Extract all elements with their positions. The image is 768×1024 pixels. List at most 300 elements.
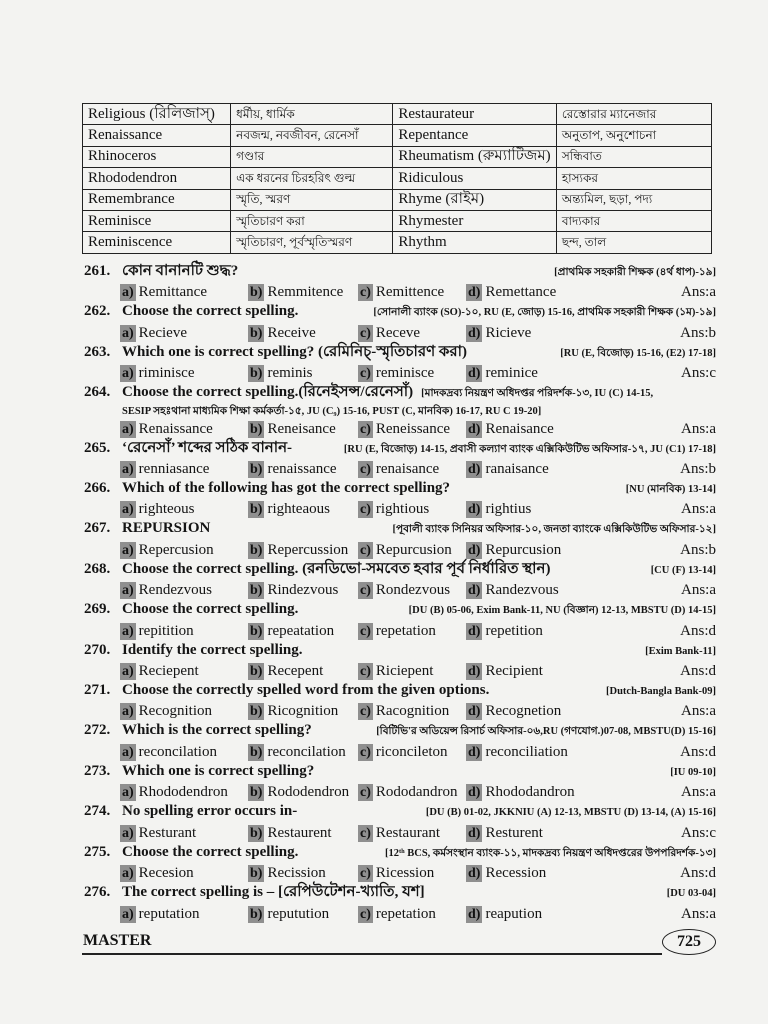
option-text: Ricieve: [485, 324, 532, 341]
question-source: [বিটিভি'র অডিয়েন্স রিসার্চ অফিসার-০৬,RU (গণযোগ.)07-08, MBSTU(D) 15-16]: [376, 726, 716, 738]
option-a: [120, 580, 248, 600]
option-key: a): [122, 462, 134, 478]
option-key: d): [468, 866, 481, 882]
question-item: [84, 762, 716, 802]
question-line: [84, 302, 716, 322]
vocab-word: Repentance: [393, 125, 557, 146]
option-key: d): [468, 906, 481, 922]
option-text: Rendezvous: [138, 582, 212, 599]
vocab-word: Rhyme (রাইম): [393, 189, 557, 210]
option-c: [358, 621, 466, 641]
option-text: Reneisance: [267, 420, 336, 437]
option-key: d): [468, 664, 481, 680]
option-b: [248, 419, 358, 439]
option-text: Restaurent: [267, 824, 332, 841]
question-item: [84, 479, 716, 519]
option-d: [466, 363, 652, 383]
option-key: d): [468, 583, 481, 599]
option-d: [466, 323, 652, 343]
option-text: riminisce: [138, 365, 195, 382]
option-key: d): [468, 462, 481, 478]
option-text: Recission: [267, 865, 326, 882]
option-key: c): [360, 542, 371, 558]
question-line: [84, 519, 716, 539]
option-text: renaissance: [267, 461, 337, 478]
answer-label: Ans:c: [681, 824, 716, 841]
option-text: Resturent: [485, 824, 543, 841]
options-row: [84, 363, 716, 383]
option-key: a): [122, 502, 134, 518]
answer-label: Ans:d: [680, 865, 716, 882]
option-key: b): [250, 704, 263, 720]
question-line: [84, 762, 716, 782]
question-text: The correct spelling is – [রেপিউটেশন-খ্যাতি, যশ]: [122, 884, 425, 901]
question-text: Which one is correct spelling? (রেমিনিচ্-স্মৃতিচারণ করা): [122, 343, 467, 360]
option-a: [120, 701, 248, 721]
option-b: [248, 499, 358, 519]
option-text: renaisance: [375, 461, 440, 478]
option-text: repetation: [375, 905, 436, 922]
option-c: [358, 701, 466, 721]
answer-label: Ans:a: [681, 905, 716, 922]
vocab-meaning: স্মৃতি, স্মরণ: [231, 189, 393, 210]
option-text: Repercusion: [138, 541, 214, 558]
question-item: [84, 560, 716, 600]
option-d: [466, 499, 652, 519]
option-key: b): [250, 744, 263, 760]
vocab-meaning: নবজন্ম, নবজীবন, রেনেসাঁ: [231, 125, 393, 146]
answer-label: Ans:a: [681, 784, 716, 801]
option-text: repeatation: [267, 622, 335, 639]
question-number: 275.: [84, 843, 111, 860]
question-list: [84, 262, 716, 924]
option-key: d): [468, 285, 481, 301]
option-a: [120, 621, 248, 641]
vocab-meaning: গণ্ডার: [231, 146, 393, 167]
option-text: Recepent: [267, 663, 324, 680]
vocab-word: Reminisce: [83, 210, 231, 231]
question-source: [Exim Bank-11]: [645, 645, 716, 657]
option-text: reconciliation: [485, 743, 568, 760]
question-source: [IU 09-10]: [670, 766, 716, 778]
options-row: [84, 701, 716, 721]
option-key: a): [122, 285, 134, 301]
question-item: [84, 843, 716, 883]
options-row: [84, 580, 716, 600]
options-row: [84, 742, 716, 762]
option-text: Rondezvous: [375, 582, 451, 599]
options-row: [84, 282, 716, 302]
option-c: [358, 904, 466, 924]
vocab-meaning: ধর্মীয়, ধার্মিক: [231, 104, 393, 125]
question-line: [84, 843, 716, 863]
option-d: [466, 282, 652, 302]
option-key: d): [468, 744, 481, 760]
option-key: c): [360, 744, 371, 760]
question-number: 274.: [84, 803, 111, 820]
vocab-word: Rhymester: [393, 210, 557, 231]
question-item: [84, 343, 716, 383]
option-a: [120, 499, 248, 519]
option-key: b): [250, 866, 263, 882]
option-text: reputution: [267, 905, 330, 922]
question-number: 265.: [84, 439, 111, 456]
question-text: Choose the correct spelling.(রিনেইসন্স/রেনেসাঁ): [122, 384, 414, 401]
question-source: [12ᵗʰ BCS, কর্মসংস্থান ব্যাংক-১১, মাদকদ্রব্য নিয়ন্ত্রণ অধিদপ্তরের উপপরিদর্শক-১৩]: [384, 847, 716, 859]
option-b: [248, 540, 358, 560]
option-c: [358, 661, 466, 681]
option-d: [466, 701, 652, 721]
question-item: [84, 262, 716, 302]
vocab-word: Rhinoceros: [83, 146, 231, 167]
option-text: Racognition: [375, 703, 450, 720]
option-a: [120, 823, 248, 843]
option-d: [466, 540, 652, 560]
option-a: [120, 459, 248, 479]
option-b: [248, 904, 358, 924]
option-c: [358, 459, 466, 479]
question-text: Which of the following has got the correct spelling?: [122, 480, 451, 497]
option-key: a): [122, 583, 134, 599]
options-row: [84, 863, 716, 883]
option-text: reminisce: [375, 365, 435, 382]
option-d: [466, 904, 652, 924]
option-key: c): [360, 366, 371, 382]
vocab-row: [83, 104, 712, 125]
option-key: d): [468, 325, 481, 341]
options-row: [84, 621, 716, 641]
option-key: a): [122, 366, 134, 382]
option-text: repetation: [375, 622, 436, 639]
vocab-row: [83, 168, 712, 189]
question-number: 268.: [84, 560, 111, 577]
option-text: Recipient: [485, 663, 543, 680]
question-number: 272.: [84, 722, 111, 739]
option-key: c): [360, 583, 371, 599]
option-c: [358, 282, 466, 302]
option-a: [120, 363, 248, 383]
footer-rule: [82, 953, 662, 955]
question-source: [DU (B) 01-02, JKKNIU (A) 12-13, MBSTU (D) 13-14, (A) 15-16]: [425, 807, 716, 819]
option-c: [358, 323, 466, 343]
option-text: reconcilation: [267, 743, 346, 760]
option-text: Reciepent: [138, 663, 199, 680]
options-row: [84, 904, 716, 924]
question-item: [84, 883, 716, 923]
option-key: a): [122, 623, 134, 639]
vocab-row: [83, 232, 712, 253]
question-item: [84, 383, 716, 438]
vocab-meaning: ছন্দ, তাল: [556, 232, 711, 253]
option-key: d): [468, 704, 481, 720]
question-text: Which is the correct spelling?: [122, 722, 312, 739]
option-text: Repurcusion: [485, 541, 562, 558]
option-text: Remmitence: [267, 284, 344, 301]
question-line: [84, 802, 716, 822]
question-number: 267.: [84, 520, 111, 537]
option-d: [466, 621, 652, 641]
option-d: [466, 661, 652, 681]
question-text: Choose the correct spelling.: [122, 601, 299, 618]
option-key: c): [360, 866, 371, 882]
option-b: [248, 661, 358, 681]
option-text: riconcileton: [375, 743, 448, 760]
page-number: 725: [662, 929, 716, 955]
option-key: b): [250, 325, 263, 341]
option-key: c): [360, 421, 371, 437]
question-line: [84, 681, 716, 701]
vocab-word: Remembrance: [83, 189, 231, 210]
option-text: Recognition: [138, 703, 212, 720]
question-source-continued: SESIP সহঃথানা মাধ্যমিক শিক্ষা কর্মকর্তা-১৫, JU (C₉) 15-16, PUST (C, মানবিক) 16-17, RU C 19-20]: [122, 405, 542, 417]
option-d: [466, 580, 652, 600]
question-item: [84, 641, 716, 681]
question-text: REPURSION: [122, 520, 211, 537]
option-key: b): [250, 623, 263, 639]
vocab-word: Restaurateur: [393, 104, 557, 125]
option-d: [466, 782, 652, 802]
question-source: [NU (মানবিক) 13-14]: [625, 484, 716, 496]
question-source: [RU (E, বিজোড়) 15-16, (E2) 17-18]: [560, 347, 716, 359]
answer-label: Ans:d: [680, 743, 716, 760]
option-text: Ricognition: [267, 703, 339, 720]
options-row: [84, 459, 716, 479]
option-d: [466, 419, 652, 439]
answer-label: Ans:d: [680, 663, 716, 680]
option-key: a): [122, 906, 134, 922]
question-number: 270.: [84, 641, 111, 658]
option-text: Remettance: [485, 284, 557, 301]
option-key: a): [122, 542, 134, 558]
question-text: Choose the correct spelling.: [122, 843, 299, 860]
options-row: [84, 823, 716, 843]
option-key: b): [250, 664, 263, 680]
option-key: b): [250, 583, 263, 599]
option-a: [120, 742, 248, 762]
question-source: [DU 03-04]: [666, 888, 716, 900]
question-number: 263.: [84, 343, 111, 360]
question-number: 276.: [84, 884, 111, 901]
option-text: rightious: [375, 501, 430, 518]
option-text: Renaisance: [485, 420, 554, 437]
option-key: c): [360, 664, 371, 680]
vocab-row: [83, 189, 712, 210]
option-b: [248, 621, 358, 641]
question-text: No spelling error occurs in-: [122, 803, 298, 820]
question-number: 262.: [84, 303, 111, 320]
vocab-meaning: অন্ত্যমিল, ছড়া, পদ্য: [556, 189, 711, 210]
vocab-meaning: স্মৃতিচারণ, পূর্বস্মৃতিস্মরণ: [231, 232, 393, 253]
option-a: [120, 282, 248, 302]
vocab-word: Religious (রিলিজাস্): [83, 104, 231, 125]
option-c: [358, 363, 466, 383]
question-text: Identify the correct spelling.: [122, 641, 303, 658]
option-text: Recieve: [138, 324, 187, 341]
option-text: Rododandron: [375, 784, 458, 801]
option-key: b): [250, 785, 263, 801]
option-text: Recession: [485, 865, 547, 882]
option-c: [358, 580, 466, 600]
question-item: [84, 302, 716, 342]
vocab-meaning: বাদ্যকার: [556, 210, 711, 231]
option-b: [248, 282, 358, 302]
option-text: ranaisance: [485, 461, 549, 478]
option-key: a): [122, 325, 134, 341]
option-text: Rododendron: [267, 784, 350, 801]
option-b: [248, 823, 358, 843]
option-text: Randezvous: [485, 582, 559, 599]
options-row: [84, 540, 716, 560]
option-key: d): [468, 623, 481, 639]
option-key: c): [360, 502, 371, 518]
question-number: 266.: [84, 480, 111, 497]
answer-label: Ans:a: [681, 582, 716, 599]
option-key: a): [122, 785, 134, 801]
option-text: Rindezvous: [267, 582, 339, 599]
option-key: c): [360, 462, 371, 478]
option-c: [358, 499, 466, 519]
option-text: righteous: [138, 501, 195, 518]
question-text: কোন বানানটি শুদ্ধ?: [122, 263, 239, 279]
option-text: Receive: [267, 324, 316, 341]
vocab-meaning: স্মৃতিচারণ করা: [231, 210, 393, 231]
option-text: reminis: [267, 365, 313, 382]
vocab-meaning: রেস্তোরার ম্যানেজার: [556, 104, 711, 125]
option-a: [120, 863, 248, 883]
question-number: 264.: [84, 384, 111, 401]
question-line: [84, 883, 716, 903]
option-text: reminice: [485, 365, 538, 382]
vocab-word: Rheumatism (রুম্যাটিজম): [393, 146, 557, 167]
answer-label: Ans:a: [681, 501, 716, 518]
question-line: [84, 560, 716, 580]
vocab-word: Rhododendron: [83, 168, 231, 189]
question-number: 269.: [84, 601, 111, 618]
question-number: 273.: [84, 762, 111, 779]
option-key: d): [468, 421, 481, 437]
vocab-meaning: অনুতাপ, অনুশোচনা: [556, 125, 711, 146]
option-c: [358, 823, 466, 843]
option-key: b): [250, 502, 263, 518]
options-row: [84, 323, 716, 343]
option-key: d): [468, 502, 481, 518]
option-key: a): [122, 744, 134, 760]
option-key: d): [468, 542, 481, 558]
option-text: Repercussion: [267, 541, 349, 558]
option-key: b): [250, 825, 263, 841]
option-key: c): [360, 325, 371, 341]
vocab-row: [83, 146, 712, 167]
vocab-row: [83, 210, 712, 231]
question-line: [84, 641, 716, 661]
question-item: [84, 681, 716, 721]
question-text: Choose the correctly spelled word from the given options.: [122, 682, 490, 699]
option-d: [466, 742, 652, 762]
question-line: [84, 721, 716, 741]
option-text: reputation: [138, 905, 200, 922]
option-text: Rhododendron: [138, 784, 228, 801]
question-source: [DU (B) 05-06, Exim Bank-11, NU (বিজ্ঞান) 12-13, MBSTU (D) 14-15]: [408, 605, 716, 617]
answer-label: Ans:b: [680, 541, 716, 558]
question-line: [84, 600, 716, 620]
option-key: c): [360, 825, 371, 841]
question-line: [84, 262, 716, 282]
footer-label: MASTER: [83, 932, 152, 949]
question-item: [84, 519, 716, 559]
option-text: Riciepent: [375, 663, 434, 680]
option-text: Rhododandron: [485, 784, 575, 801]
option-d: [466, 459, 652, 479]
option-text: reapution: [485, 905, 543, 922]
vocab-meaning: হাস্যকর: [556, 168, 711, 189]
options-row: [84, 419, 716, 439]
vocab-meaning: সন্ধিবাত: [556, 146, 711, 167]
option-key: c): [360, 785, 371, 801]
question-source: [Dutch-Bangla Bank-09]: [606, 686, 716, 698]
option-c: [358, 863, 466, 883]
option-text: Repurcusion: [375, 541, 452, 558]
option-d: [466, 823, 652, 843]
vocab-word: Rhythm: [393, 232, 557, 253]
question-source: [প্রাথমিক সহকারী শিক্ষক (৪র্থ ধাপ)-১৯]: [554, 267, 716, 278]
option-c: [358, 782, 466, 802]
option-key: d): [468, 366, 481, 382]
option-key: c): [360, 285, 371, 301]
option-key: b): [250, 421, 263, 437]
question-source: [RU (E, বিজোড়) 14-15, প্রবাসী কল্যাণ ব্যাংক এক্সিকিউটিভ অফিসার-১৭, JU (C1) 17-18]: [343, 443, 716, 455]
option-key: b): [250, 366, 263, 382]
question-number: 271.: [84, 682, 111, 699]
question-line: [84, 479, 716, 499]
option-key: a): [122, 421, 134, 437]
option-a: [120, 661, 248, 681]
option-key: d): [468, 825, 481, 841]
answer-label: Ans:a: [681, 703, 716, 720]
option-key: c): [360, 704, 371, 720]
option-key: a): [122, 825, 134, 841]
question-item: [84, 439, 716, 479]
option-d: [466, 863, 652, 883]
option-key: a): [122, 866, 134, 882]
option-a: [120, 782, 248, 802]
option-b: [248, 701, 358, 721]
question-line: [84, 343, 716, 363]
option-text: reconcilation: [138, 743, 217, 760]
option-a: [120, 419, 248, 439]
option-text: Restaurant: [375, 824, 441, 841]
question-line: [84, 439, 716, 459]
option-text: repetition: [485, 622, 543, 639]
option-b: [248, 863, 358, 883]
option-key: d): [468, 785, 481, 801]
vocab-word: Renaissance: [83, 125, 231, 146]
options-row: [84, 661, 716, 681]
question-text: Choose the correct spelling. (রনডিভো-সমবেত হবার পূর্ব নির্ধারিত স্থান): [122, 560, 551, 577]
option-text: Remittance: [138, 284, 207, 301]
option-a: [120, 904, 248, 924]
option-key: b): [250, 542, 263, 558]
option-text: Receve: [375, 324, 421, 341]
option-text: Recesion: [138, 865, 194, 882]
question-source: [সোনালী ব্যাংক (SO)-১০, RU (E, জোড়) 15-16, প্রাথমিক সহকারী শিক্ষক (১ম)-১৯]: [373, 307, 716, 319]
option-text: Ricession: [375, 865, 435, 882]
question-text: Which one is correct spelling?: [122, 762, 315, 779]
question-item: [84, 802, 716, 842]
question-line: [84, 383, 716, 403]
option-text: Reneissance: [375, 420, 451, 437]
option-key: b): [250, 906, 263, 922]
option-text: Remittence: [375, 284, 445, 301]
